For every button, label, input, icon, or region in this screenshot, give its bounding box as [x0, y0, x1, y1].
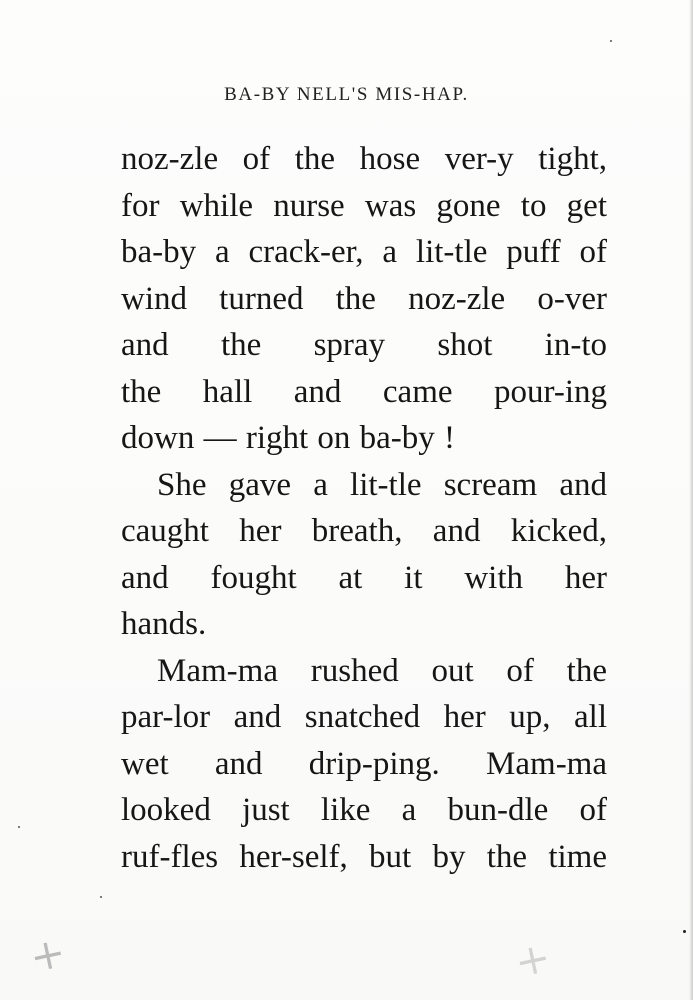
running-head: BA-BY NELL'S MIS-HAP.: [224, 84, 469, 105]
text-line: wind turned the noz-zle o-ver: [121, 280, 607, 317]
text-line: Mam-ma rushed out of the: [157, 652, 607, 689]
paper-speck: [610, 40, 612, 42]
pencil-mark: +: [510, 931, 555, 988]
text-line: ba-by a crack-er, a lit-tle puff of: [121, 234, 607, 270]
text-line: looked just like a bun-dle of: [121, 792, 607, 828]
body-text: [121, 136, 607, 880]
text-line: down — right on ba-by !: [121, 420, 456, 456]
text-line: wet and drip-ping. Mam-ma: [121, 745, 607, 782]
text-line: caught her breath, and kicked,: [121, 513, 607, 549]
text-line: for while nurse was gone to get: [121, 187, 607, 224]
text-line: hands.: [121, 606, 207, 642]
page-edge-shadow: [689, 0, 693, 1000]
text-line: She gave a lit-tle scream and: [157, 466, 607, 503]
text-line: and the spray shot in-to: [121, 327, 607, 363]
text-line: and fought at it with her: [121, 559, 607, 596]
text-line: noz-zle of the hose ver-y tight,: [121, 141, 607, 177]
paper-speck: [100, 896, 102, 898]
text-line: the hall and came pour-ing: [121, 373, 607, 410]
paper-speck: [18, 826, 20, 828]
paper-speck: [683, 930, 686, 933]
text-line: ruf-fles her-self, but by the time: [121, 838, 607, 875]
text-line: par-lor and snatched her up, all: [121, 699, 607, 735]
pencil-mark: +: [25, 926, 70, 983]
